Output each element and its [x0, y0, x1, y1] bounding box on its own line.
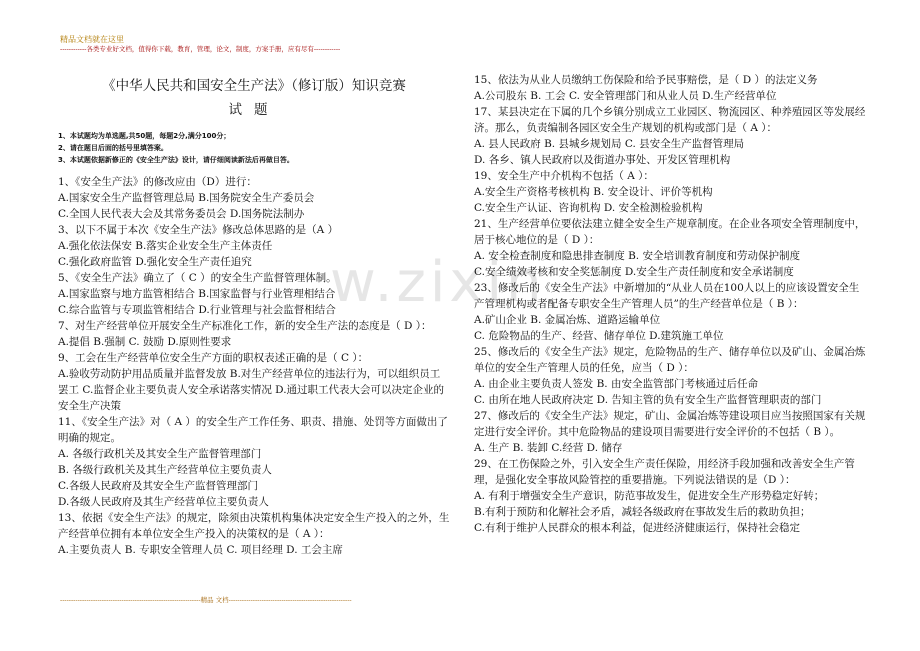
instruction-line: 1、本试题均为单选题,共50题，每题2分,满分100分； — [58, 132, 231, 140]
option-line: A. 由企业主要负责人签发 B. 由安全监管部门考核通过后任命 — [474, 378, 758, 390]
left-column — [58, 72, 450, 558]
option-line: B.有利于预防和化解社会矛盾，减轻各级政府在事故发生后的救助负担； — [474, 506, 811, 518]
question-line: 5、《安全生产法》确立了（ C ）的安全生产监督管理体制。 — [58, 272, 337, 284]
question-line: 11、《安全生产法》对（ A ）的安全生产工作任务、职责、措施、处罚等方面做出了明确的规定。 — [58, 416, 448, 444]
option-line: A.矿山企业 B. 金属冶炼、道路运输单位 — [474, 314, 661, 326]
question-line: 9、工会在生产经营单位安全生产方面的职权表述正确的是（ C ）： — [58, 352, 369, 364]
question-line: 3、以下不属于本次《安全生产法》修改总体思路的是（A ） — [58, 224, 339, 236]
option-line: A.主要负责人 B. 专职安全管理人员 C. 项目经理 D. 工会主席 — [58, 544, 343, 556]
instruction-line: 3、本试题依据新修正的《安全生产法》设计，请仔细阅读新法后再做目答。 — [58, 156, 294, 164]
right-column — [474, 72, 869, 536]
option-line: C.安全绩效考核和安全奖惩制度 D.安全生产责任制度和安全承诺制度 — [474, 266, 794, 278]
option-line: A. 安全检查制度和隐患排查制度 B. 安全培训教育制度和劳动保护制度 — [474, 250, 800, 262]
option-line: C.综合监管与专项监管相结合 D.行业管理与社会监督相结合 — [58, 304, 336, 316]
question-line: 25、修改后的《安全生产法》规定，危险物品的生产、储存单位以及矿山、金属冶炼单位的安全生产管理人员的任免，应当（ D ）： — [474, 346, 866, 374]
document-title: 《中华人民共和国安全生产法》（修订版）知识竞赛 — [102, 78, 406, 94]
option-line: A.提倡 B.强制 C. 鼓励 D.原则性要求 — [58, 336, 232, 348]
option-line: C.各级人民政府及其安全生产监督管理部门 — [58, 480, 258, 492]
option-line: A.验收劳动防护用品质量并监督发放 B.对生产经营单位的违法行为，可以组织员工罢工 C.监督企业主要负责人安全承诺落实情况 D.通过职工代表大会可以决定企业的安全生产决策 — [58, 368, 445, 412]
option-line: C.强化政府监管 D.强化安全生产责任追究 — [58, 256, 252, 268]
option-line: A.公司股东 B. 工会 C. 安全管理部门和从业人员 D.生产经营单位 — [474, 90, 777, 102]
document-subtitle: 试题 — [228, 102, 280, 118]
option-line: A.安全生产资格考核机构 B. 安全设计、评价等机构 — [474, 186, 713, 198]
question-line: 21、生产经营单位要依法建立健全安全生产规章制度。在企业各项安全管理制度中，居于核心地位的是（ D ）： — [474, 218, 866, 246]
question-line: 7、对生产经营单位开展安全生产标准化工作，新的安全生产法的态度是（ D ）： — [58, 320, 432, 332]
option-line: C. 危险物品的生产、经营、储存单位 D.建筑施工单位 — [474, 330, 724, 342]
option-line: A. 生产 B. 装卸 C.经营 D. 储存 — [474, 442, 623, 454]
option-line: A. 县人民政府 B. 县城乡规划局 C. 县安全生产监督管理局 — [474, 138, 745, 150]
question-line: 1、《安全生产法》的修改应由（D）进行： — [58, 176, 257, 188]
watermark: w.zixin — [330, 250, 546, 315]
header-banner: ------------各类专业好文档，值得你下载，教育，管理，论文，制度，方案手册，应有尽有------------ — [60, 45, 341, 53]
option-line: C.全国人民代表大会及其常务委员会 D.国务院法制办 — [58, 208, 305, 220]
question-line: 13、依据《安全生产法》的规定，除须由决策机构集体决定安全生产投入的之外，生产经营单位拥有本单位安全生产投入的决策权的是（ A ）： — [58, 512, 450, 540]
option-line: C.安全生产认证、咨询机构 D. 安全检测检验机构 — [474, 202, 703, 214]
option-line: B. 各级行政机关及其生产经营单位主要负责人 — [58, 464, 272, 476]
instructions — [58, 130, 450, 166]
option-line: D.各级人民政府及其生产经营单位主要负责人 — [58, 496, 269, 508]
option-line: A. 有利于增强安全生产意识，防范事故发生，促进安全生产形势稳定好转； — [474, 490, 825, 502]
option-line: D. 各乡、镇人民政府以及街道办事处、开发区管理机构 — [474, 154, 731, 166]
instruction-line: 2、请在题目后面的括号里填答案。 — [58, 144, 168, 152]
option-line: A.强化依法保安 B.落实企业安全生产主体责任 — [58, 240, 273, 252]
question-line: 15、依法为从业人员缴纳工伤保险和给予民事赔偿，是（ D ）的法定义务 — [474, 74, 818, 86]
question-line: 19、安全生产中介机构不包括（ A ）： — [474, 170, 654, 182]
option-line: C.有利于维护人民群众的根本利益，促进经济健康运行，保持社会稳定 — [474, 522, 800, 534]
question-line: 17、某县决定在下属的几个乡镇分别成立工业园区、物流园区、种养殖园区等发展经济。那么，负责编制各园区安全生产规划的机构或部门是（ A ）： — [474, 106, 866, 134]
question-line: 29、在工伤保险之外，引入安全生产责任保险，用经济手段加强和改善安全生产管理，是强化安全事故风险管控的重要措施。下列说法错误的是（D ）： — [474, 458, 855, 486]
option-line: A.国家安全生产监督管理总局 B.国务院安全生产委员会 — [58, 192, 315, 204]
header-tagline: 精品文档就在这里 — [60, 35, 124, 44]
footer-banner: ----------------------------------------------------------------精品 文档-------------------------------------------------------- — [60, 596, 352, 604]
question-line: 27、修改后的《安全生产法》规定，矿山、金属冶炼等建设项目应当按照国家有关规定进行安全评价。其中危险物品的建设项目需要进行安全评价的不包括（ B ）。 — [474, 410, 866, 438]
option-line: A.国家监察与地方监管相结合 B.国家监督与行业管理相结合 — [58, 288, 336, 300]
question-line: 23、修改后的《安全生产法》中新增加的“从业人员在100人以上的应该设置安全生产管理机构或者配备专职安全生产管理人员”的生产经营单位是（ B ）： — [474, 282, 860, 310]
option-line: C. 由所在地人民政府决定 D. 告知主管的负有安全生产监督管理职责的部门 — [474, 394, 822, 406]
option-line: A. 各级行政机关及其安全生产监督管理部门 — [58, 448, 262, 460]
